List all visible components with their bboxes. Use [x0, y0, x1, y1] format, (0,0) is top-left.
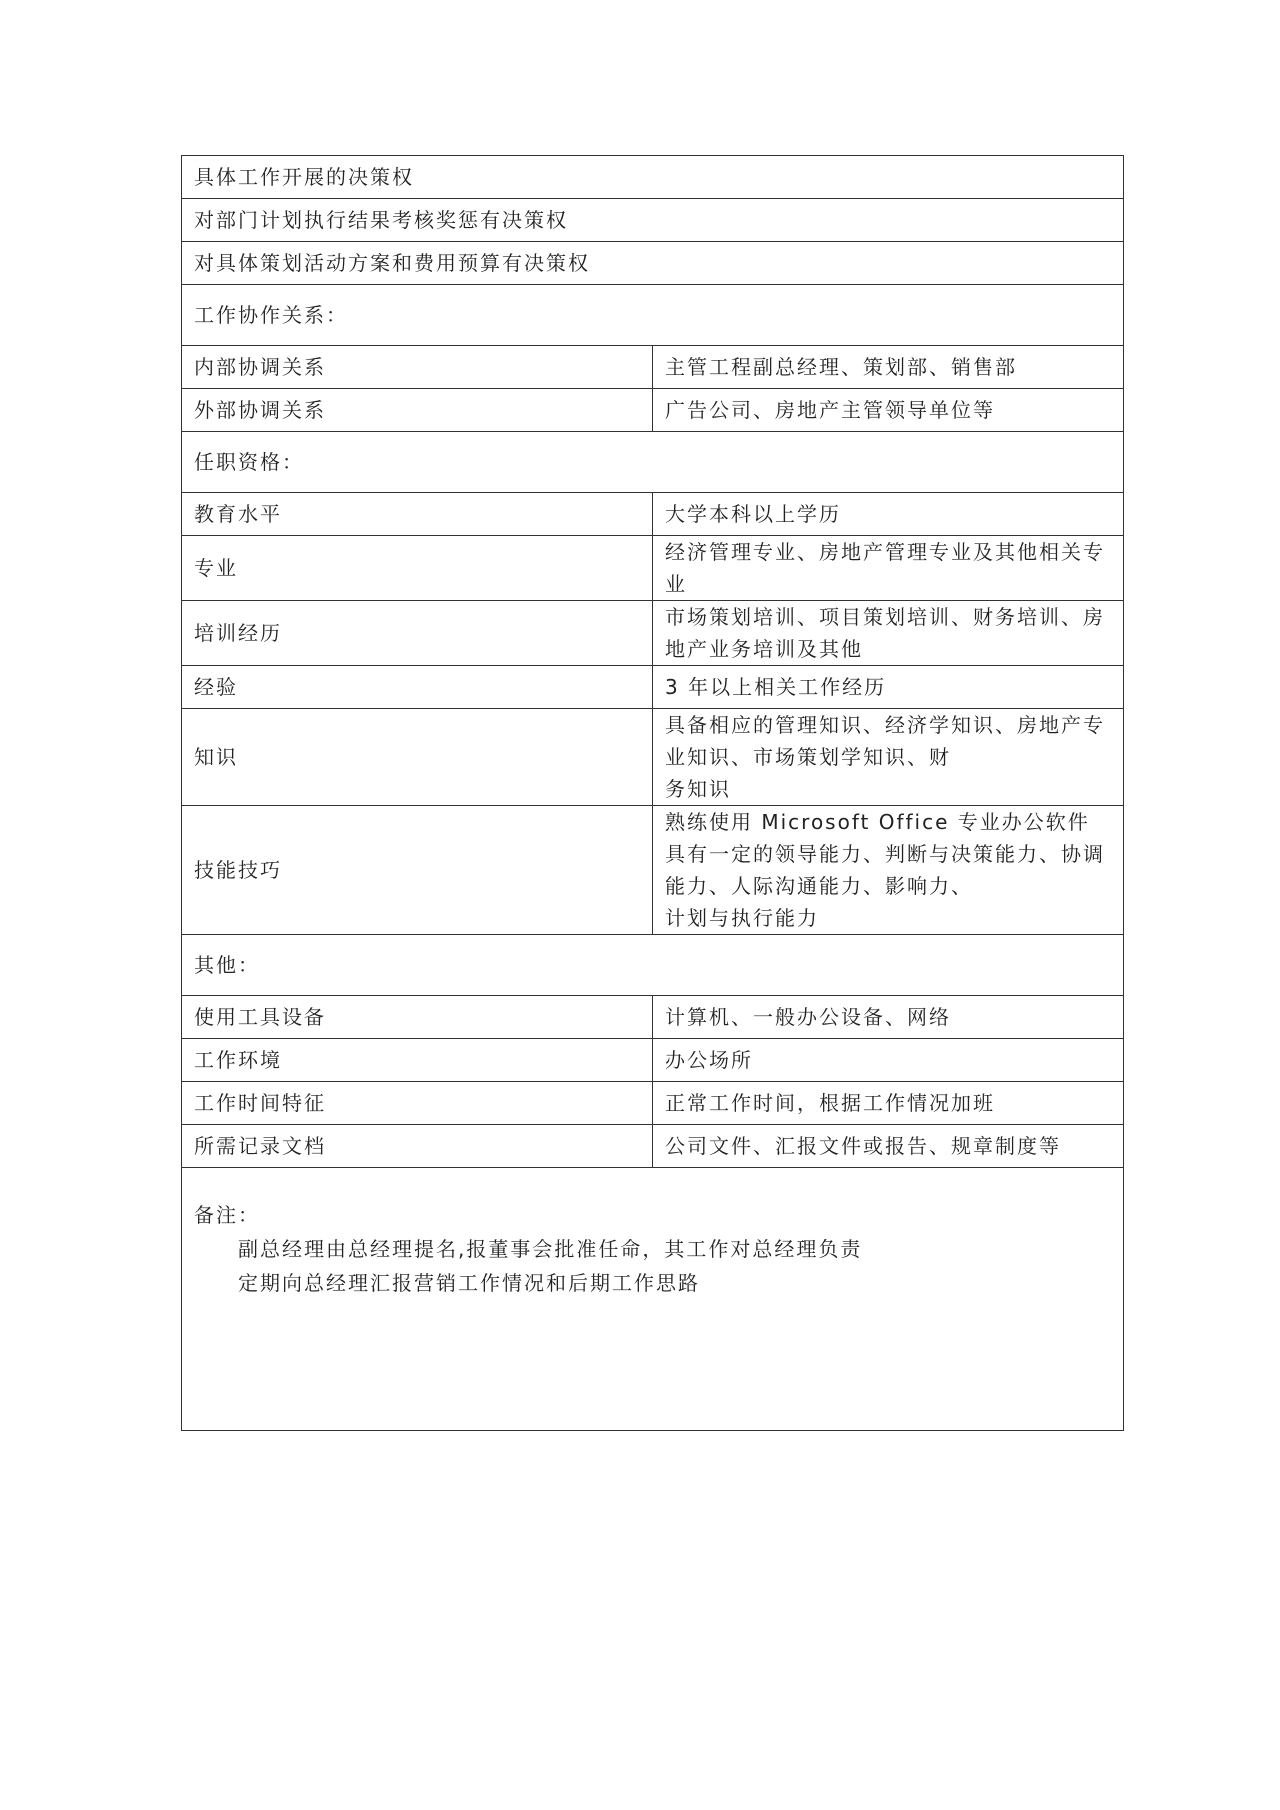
- other-section-row: [182, 935, 1124, 996]
- knowledge-row: [182, 709, 1124, 806]
- experience-value: 3 年以上相关工作经历: [653, 666, 1124, 709]
- experience-label: 经验: [182, 666, 653, 709]
- authority-row: [182, 156, 1124, 199]
- training-label: 培训经历: [182, 601, 653, 666]
- tools-label: 使用工具设备: [182, 996, 653, 1039]
- records-value: 公司文件、汇报文件或报告、规章制度等: [653, 1125, 1124, 1168]
- cooperation-section-row: [182, 285, 1124, 346]
- authority-item: 具体工作开展的决策权: [182, 156, 1124, 199]
- knowledge-line: 具备相应的管理知识、经济学知识、房地产专业知识、市场策划学知识、财: [665, 713, 1105, 769]
- experience-row: [182, 666, 1124, 709]
- internal-coordination-label: 内部协调关系: [182, 346, 653, 389]
- major-label: 专业: [182, 536, 653, 601]
- internal-coordination-value: 主管工程副总经理、策划部、销售部: [653, 346, 1124, 389]
- notes-line: 定期向总经理汇报营销工作情况和后期工作思路: [238, 1271, 700, 1295]
- external-coordination-label: 外部协调关系: [182, 389, 653, 432]
- work-time-row: [182, 1082, 1124, 1125]
- cooperation-section-title: 工作协作关系：: [182, 285, 1124, 346]
- notes-title: 备注：: [194, 1203, 260, 1227]
- job-description-table: [181, 155, 1124, 1431]
- environment-value: 办公场所: [653, 1039, 1124, 1082]
- training-value: 市场策划培训、项目策划培训、财务培训、房地产业务培训及其他: [653, 601, 1124, 666]
- external-coordination-row: [182, 389, 1124, 432]
- external-coordination-value: 广告公司、房地产主管领导单位等: [653, 389, 1124, 432]
- skills-line: 熟练使用 Microsoft Office 专业办公软件: [665, 810, 1090, 834]
- tools-value: 计算机、一般办公设备、网络: [653, 996, 1124, 1039]
- notes-row: [182, 1168, 1124, 1431]
- knowledge-label: 知识: [182, 709, 653, 806]
- environment-label: 工作环境: [182, 1039, 653, 1082]
- education-row: [182, 493, 1124, 536]
- skills-label: 技能技巧: [182, 806, 653, 935]
- internal-coordination-row: [182, 346, 1124, 389]
- job-description-sheet: [181, 155, 1124, 1431]
- qualifications-section-row: [182, 432, 1124, 493]
- authority-item: 对部门计划执行结果考核奖惩有决策权: [182, 199, 1124, 242]
- qualifications-section-title: 任职资格：: [182, 432, 1124, 493]
- major-value: 经济管理专业、房地产管理专业及其他相关专业: [653, 536, 1124, 601]
- skills-value: [653, 806, 1124, 935]
- notes-line: 副总经理由总经理提名,报董事会批准任命，其工作对总经理负责: [238, 1237, 863, 1261]
- skills-row: [182, 806, 1124, 935]
- authority-row: [182, 242, 1124, 285]
- training-row: [182, 601, 1124, 666]
- authority-item: 对具体策划活动方案和费用预算有决策权: [182, 242, 1124, 285]
- education-label: 教育水平: [182, 493, 653, 536]
- other-section-title: 其他：: [182, 935, 1124, 996]
- work-time-label: 工作时间特征: [182, 1082, 653, 1125]
- tools-row: [182, 996, 1124, 1039]
- work-time-value: 正常工作时间，根据工作情况加班: [653, 1082, 1124, 1125]
- knowledge-line: 务知识: [665, 777, 731, 801]
- authority-row: [182, 199, 1124, 242]
- skills-line: 具有一定的领导能力、判断与决策能力、协调能力、人际沟通能力、影响力、: [665, 842, 1105, 898]
- major-row: [182, 536, 1124, 601]
- education-value: 大学本科以上学历: [653, 493, 1124, 536]
- notes-cell: [182, 1168, 1124, 1431]
- records-row: [182, 1125, 1124, 1168]
- records-label: 所需记录文档: [182, 1125, 653, 1168]
- knowledge-value: [653, 709, 1124, 806]
- skills-line: 计划与执行能力: [665, 906, 819, 930]
- environment-row: [182, 1039, 1124, 1082]
